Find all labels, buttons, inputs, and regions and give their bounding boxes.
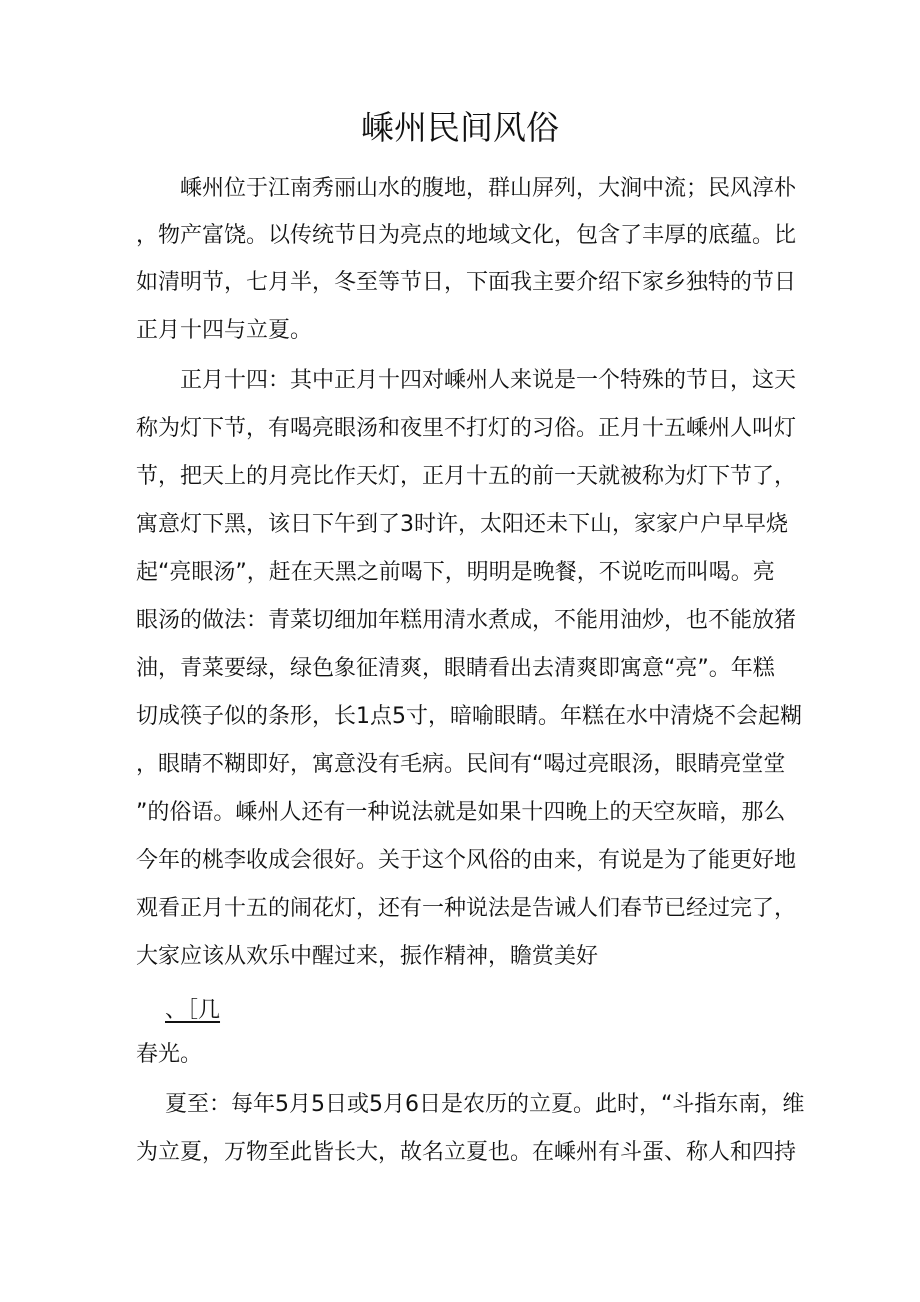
- paragraph-line: 春光。: [136, 1042, 203, 1067]
- paragraph-line: 观看正月十五的闹花灯，还有一种说法是告诫人们春节已经过完了，: [136, 896, 797, 921]
- paragraph-line: 正月十四与立夏。: [136, 318, 313, 343]
- paragraph-line: 为立夏，万物至此皆长大，故名立夏也。在嵊州有斗蛋、称人和四持: [136, 1140, 797, 1165]
- paragraph-line: 如清明节，七月半，冬至等节日，下面我主要介绍下家乡独特的节日: [136, 270, 797, 295]
- page-title: 嵊州民间风俗: [361, 108, 559, 147]
- paragraph-line: 称为灯下节，有喝亮眼汤和夜里不打灯的习俗。正月十五嵊州人叫灯: [136, 416, 797, 441]
- paragraph-line: 大家应该从欢乐中醒过来，振作精神，瞻赏美好: [136, 944, 599, 969]
- paragraph-line: 嵊州位于江南秀丽山水的腹地，群山屏列，大涧中流；民风淳朴: [180, 176, 797, 201]
- paragraph-line: 油，青菜要绿，绿色象征清爽，眼睛看出去清爽即寓意“亮”。年糕: [136, 656, 775, 681]
- paragraph-line: 正月十四：其中正月十四对嵊州人来说是一个特殊的节日，这天: [180, 368, 797, 393]
- paragraph-line: 切成筷子似的条形，长1点5寸，暗喻眼睛。年糕在水中清烧不会起糊: [136, 704, 802, 729]
- paragraph-line: 寓意灯下黑，该日下午到了3时许，太阳还未下山，家家户户早早烧: [136, 512, 788, 537]
- paragraph-line: ，物产富饶。以传统节日为亮点的地域文化，包含了丰厚的底蕴。比: [136, 223, 797, 248]
- fragment-mark: 、［几: [165, 998, 221, 1023]
- paragraph-line: 眼汤的做法：青菜切细加年糕用清水煮成，不能用油炒，也不能放猪: [136, 608, 797, 633]
- paragraph-line: ”的俗语。嵊州人还有一种说法就是如果十四晚上的天空灰暗，那么: [136, 800, 786, 825]
- paragraph-line: 夏至：每年5月5日或5月6日是农历的立夏。此时，“斗指东南，维: [165, 1092, 805, 1117]
- paragraph-line: ，眼睛不糊即好，寓意没有毛病。民间有“喝过亮眼汤，眼睛亮堂堂: [136, 752, 786, 777]
- paragraph-line: 起“亮眼汤”，赶在天黑之前喝下，明明是晚餐，不说吃而叫喝。亮: [136, 560, 775, 585]
- paragraph-line: 节，把天上的月亮比作天灯，正月十五的前一天就被称为灯下节了，: [136, 464, 797, 489]
- paragraph-line: 今年的桃李收成会很好。关于这个风俗的由来，有说是为了能更好地: [136, 848, 797, 873]
